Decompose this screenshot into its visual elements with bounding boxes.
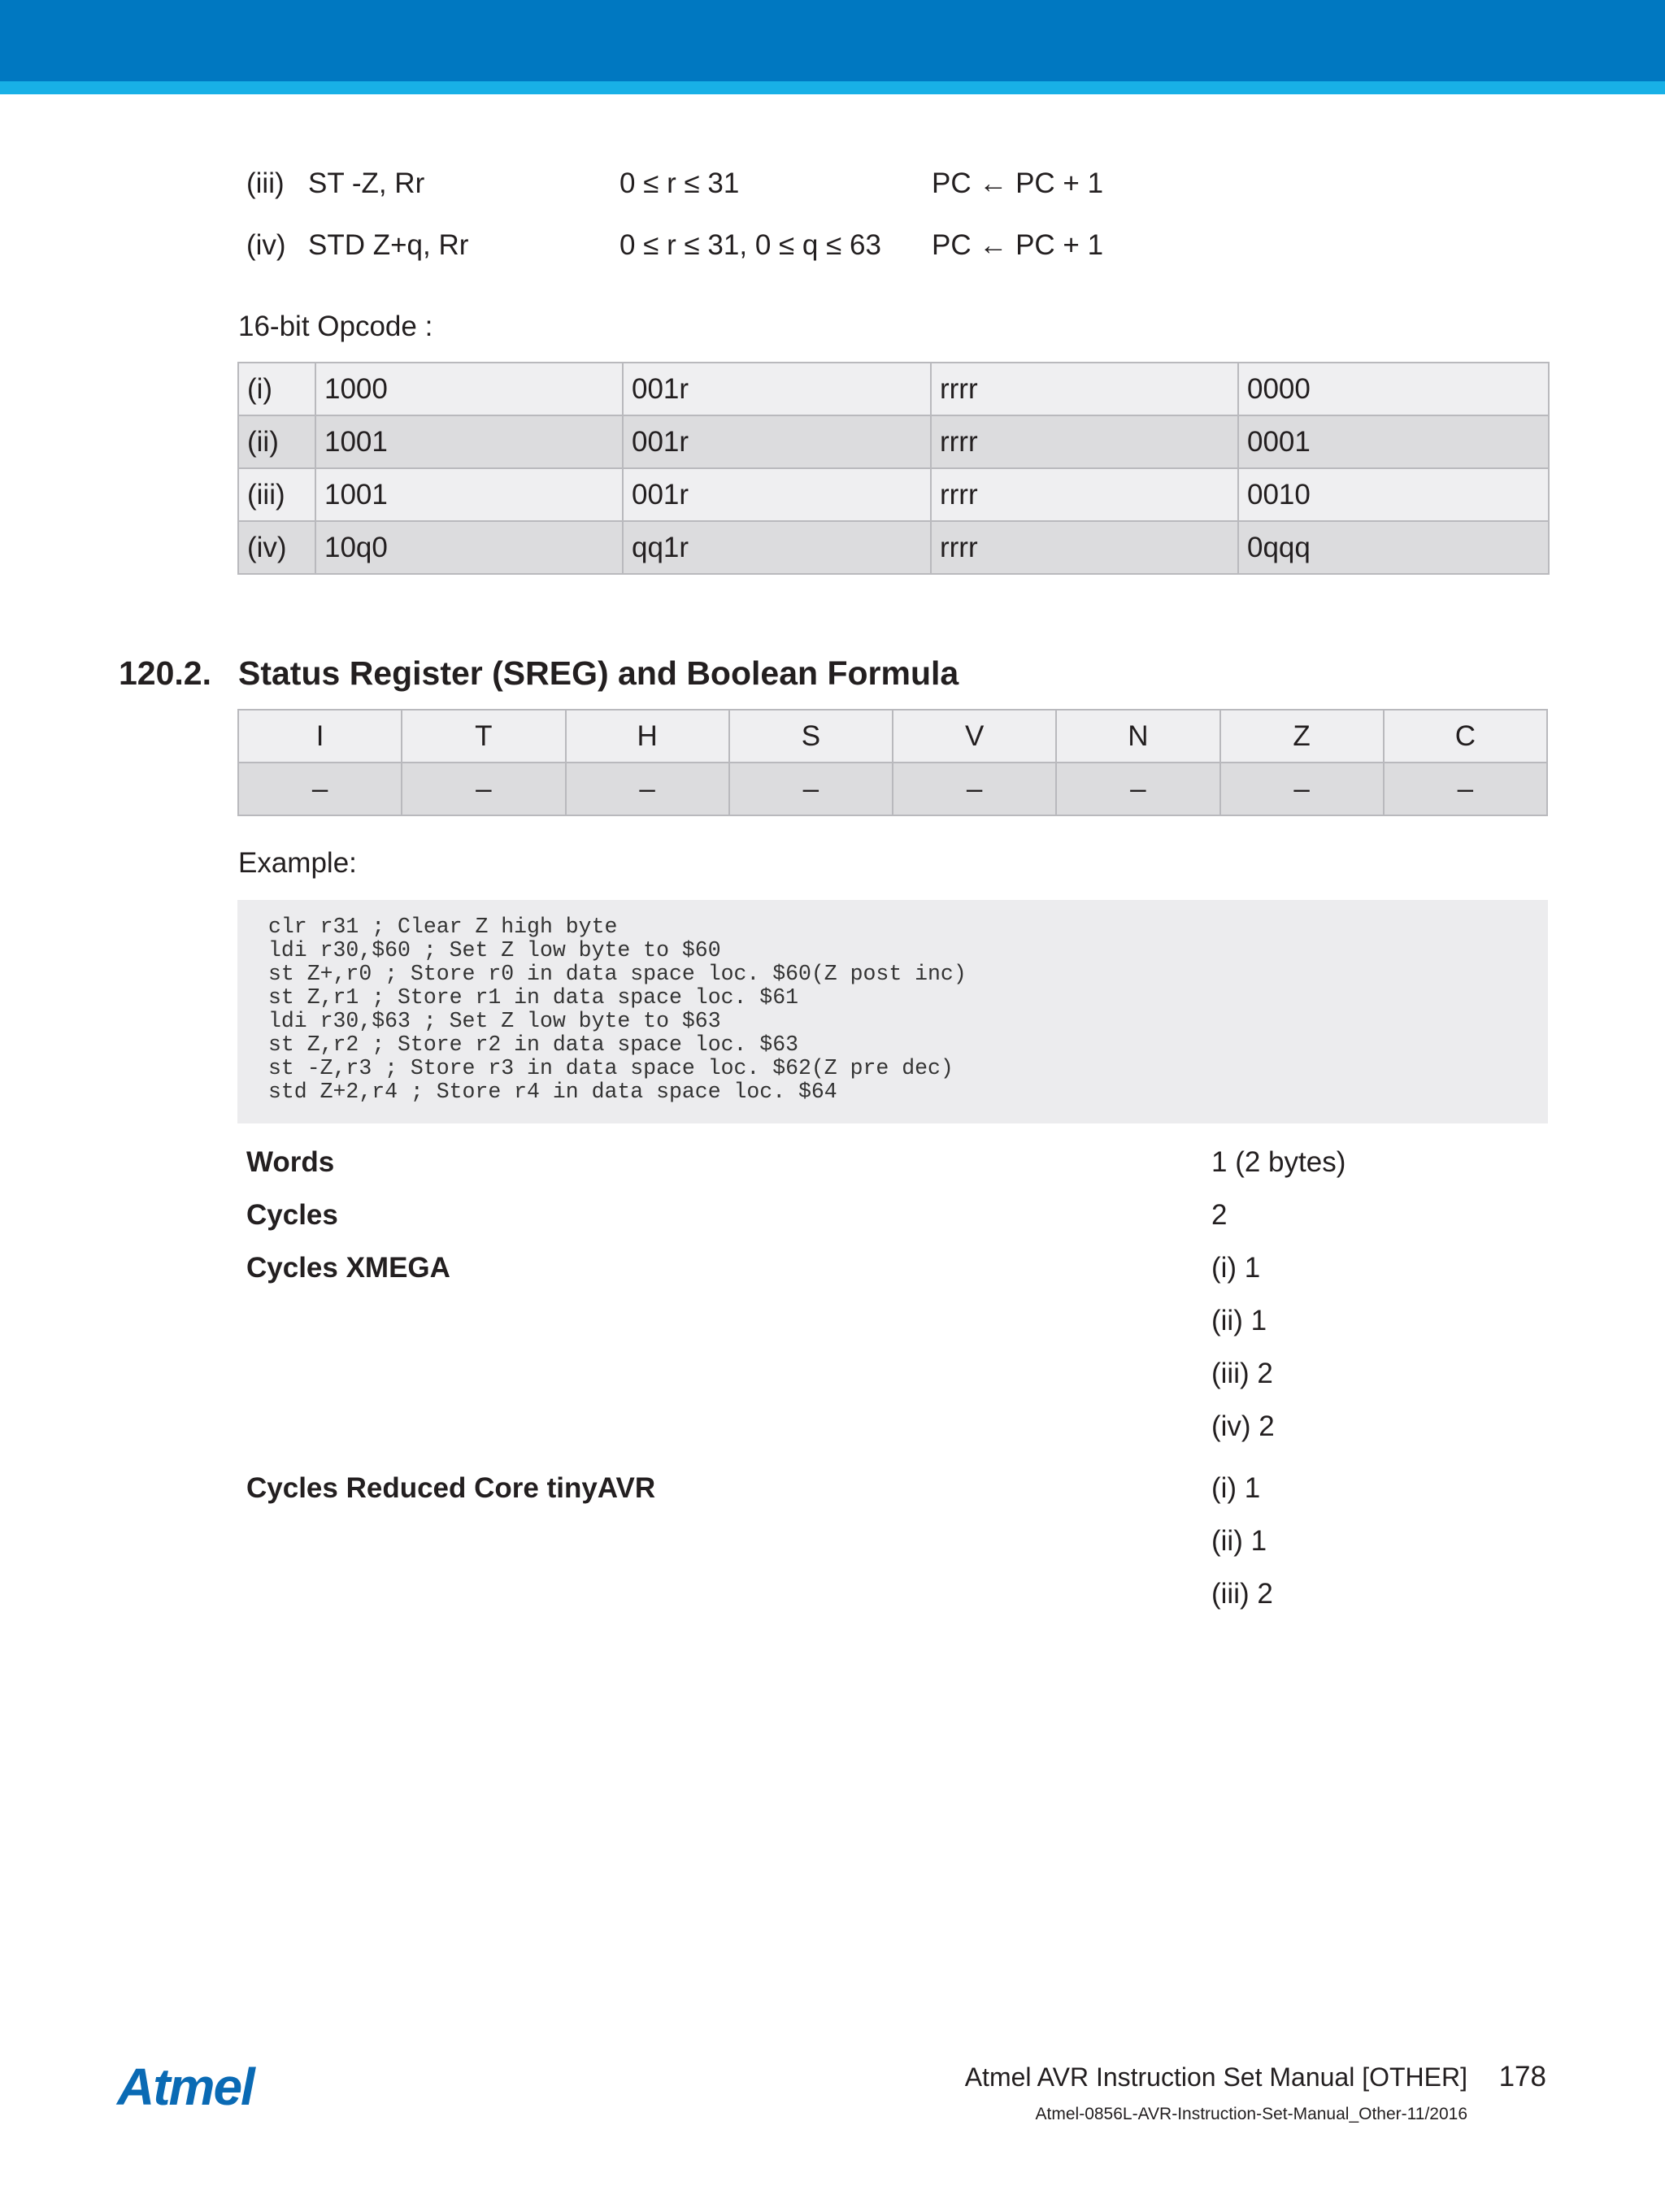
code-line: ldi r30,$63 ; Set Z low byte to $63 <box>268 1009 721 1033</box>
cycles-tinyavr-label: Cycles Reduced Core tinyAVR <box>246 1472 656 1504</box>
cycles-value: 2 <box>1211 1199 1228 1231</box>
cycles-label: Cycles <box>246 1199 338 1231</box>
table-cell: 0qqq <box>1238 521 1549 574</box>
sreg-value: – <box>402 763 565 815</box>
code-line: std Z+2,r4 ; Store r4 in data space loc. $64 <box>268 1080 837 1104</box>
page-header-bar <box>0 0 1665 81</box>
sreg-value: – <box>1220 763 1384 815</box>
table-cell: 1001 <box>315 415 623 468</box>
cycles-tinyavr-value: (ii) 1 <box>1211 1525 1267 1557</box>
table-cell: (iii) <box>238 468 315 521</box>
table-row <box>238 710 1547 763</box>
operation-row <box>246 159 1547 208</box>
table-row <box>238 363 1549 415</box>
table-cell: rrrr <box>931 363 1238 415</box>
operation-row <box>246 221 1547 270</box>
code-example <box>237 900 1548 1123</box>
table-cell: 0001 <box>1238 415 1549 468</box>
cycles-xmega-value: (ii) 1 <box>1211 1305 1267 1336</box>
table-row <box>238 468 1549 521</box>
code-line: clr r31 ; Clear Z high byte <box>268 915 618 939</box>
table-cell: (i) <box>238 363 315 415</box>
table-cell: rrrr <box>931 468 1238 521</box>
cycles-xmega-value: (iii) 2 <box>1211 1358 1273 1389</box>
operation-number: (iv) <box>246 229 286 261</box>
table-cell: 001r <box>623 363 931 415</box>
opcode-label: 16-bit Opcode : <box>238 311 433 342</box>
sreg-flag: N <box>1056 710 1219 763</box>
sreg-value: – <box>893 763 1056 815</box>
table-cell: 001r <box>623 415 931 468</box>
table-row <box>238 763 1547 815</box>
table-cell: (ii) <box>238 415 315 468</box>
cycles-tinyavr-value: (i) 1 <box>1211 1472 1261 1504</box>
words-label: Words <box>246 1146 335 1178</box>
code-line: st Z+,r0 ; Store r0 in data space loc. $60(Z post inc) <box>268 962 967 986</box>
sreg-flag: I <box>238 710 402 763</box>
table-cell: 0000 <box>1238 363 1549 415</box>
page-number: 178 <box>1498 2061 1546 2092</box>
sreg-value: – <box>1056 763 1219 815</box>
operation-program-counter: PC ← PC + 1 <box>932 167 1104 199</box>
sreg-value: – <box>1384 763 1547 815</box>
table-cell: 1001 <box>315 468 623 521</box>
operation-number: (iii) <box>246 167 285 199</box>
table-cell: 1000 <box>315 363 623 415</box>
atmel-logo: Atmel <box>117 2058 254 2116</box>
operation-operands: 0 ≤ r ≤ 31 <box>619 167 740 199</box>
sreg-flag: H <box>566 710 729 763</box>
sreg-flag: T <box>402 710 565 763</box>
operation-syntax: STD Z+q, Rr <box>308 229 469 261</box>
table-cell: (iv) <box>238 521 315 574</box>
operation-operands: 0 ≤ r ≤ 31, 0 ≤ q ≤ 63 <box>619 229 881 261</box>
cycles-xmega-value: (i) 1 <box>1211 1252 1261 1284</box>
table-row <box>238 415 1549 468</box>
words-value: 1 (2 bytes) <box>1211 1146 1346 1178</box>
sreg-flag: Z <box>1220 710 1384 763</box>
sreg-value: – <box>729 763 893 815</box>
footer-manual-title: Atmel AVR Instruction Set Manual [OTHER] <box>964 2062 1467 2092</box>
table-row <box>238 521 1549 574</box>
code-line: st Z,r1 ; Store r1 in data space loc. $61 <box>268 985 799 1010</box>
cycles-tinyavr-value: (iii) 2 <box>1211 1578 1273 1610</box>
table-cell: 10q0 <box>315 521 623 574</box>
cycles-xmega-value: (iv) 2 <box>1211 1410 1275 1442</box>
sreg-flag: S <box>729 710 893 763</box>
table-cell: qq1r <box>623 521 931 574</box>
table-cell: rrrr <box>931 415 1238 468</box>
sreg-value: – <box>566 763 729 815</box>
table-cell: 001r <box>623 468 931 521</box>
example-label: Example: <box>238 847 357 879</box>
sreg-flag: V <box>893 710 1056 763</box>
table-cell: rrrr <box>931 521 1238 574</box>
sreg-table <box>237 709 1548 816</box>
operation-syntax: ST -Z, Rr <box>308 167 425 199</box>
section-number: 120.2. <box>119 654 211 692</box>
operation-program-counter: PC ← PC + 1 <box>932 229 1104 261</box>
footer-document-id: Atmel-0856L-AVR-Instruction-Set-Manual_Other-11/2016 <box>1035 2105 1467 2123</box>
page-header-stripe <box>0 81 1665 94</box>
code-line: ldi r30,$60 ; Set Z low byte to $60 <box>268 938 721 963</box>
table-cell: 0010 <box>1238 468 1549 521</box>
cycles-xmega-label: Cycles XMEGA <box>246 1252 450 1284</box>
opcode-table <box>237 362 1550 575</box>
code-line: st -Z,r3 ; Store r3 in data space loc. $62(Z pre dec) <box>268 1056 954 1080</box>
sreg-flag: C <box>1384 710 1547 763</box>
code-line: st Z,r2 ; Store r2 in data space loc. $63 <box>268 1032 799 1057</box>
section-title: Status Register (SREG) and Boolean Formula <box>238 654 959 692</box>
sreg-value: – <box>238 763 402 815</box>
